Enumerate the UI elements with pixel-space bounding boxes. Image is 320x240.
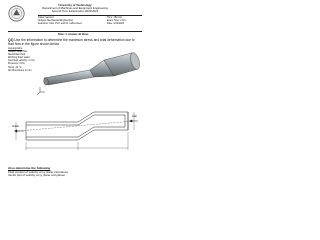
also-item: Vector plot of velocity at xy plane mid planes — [8, 173, 65, 177]
also-item: Fluid contour of velocity at xy plane mid planes — [8, 169, 68, 174]
question-body: Use the information to determine the maximum stress and total deformation due to fluid flow in the figure shown below. — [8, 38, 135, 46]
assumptions-block — [8, 47, 35, 72]
meta-left-3: Examiner: Asst. Prof. and Dr. Lafta Azeez — [38, 21, 82, 25]
university-logo — [8, 5, 25, 22]
assumption-item: All dimensions in mm — [8, 68, 32, 72]
assumption-item: Inlet fluid velocity: 1 m/s — [8, 59, 35, 63]
pipe-3d-drawing — [34, 44, 144, 98]
question-number: Q1) — [8, 38, 14, 42]
exam-meta-right — [107, 17, 126, 25]
assumption-item: Steady state flow — [8, 50, 28, 54]
assumption-item: Temp: 22 °C — [8, 65, 22, 69]
header-divider — [38, 15, 142, 16]
assumption-item: Newtonian fluid — [8, 53, 26, 57]
meta-left-1: Class: Second — [38, 16, 54, 19]
exam-header — [25, 4, 125, 14]
exam-title: Second Term Examination 2022/2023 — [51, 9, 99, 14]
assumption-item: Working fluid: water — [8, 56, 30, 60]
assumption-item: Pressure: 0 Pa — [8, 62, 25, 66]
department-name: Department of Machines and Equipment Engineering — [42, 6, 108, 11]
exam-note: Note: 1. Answer all ideas — [58, 33, 89, 36]
meta-left-2: Subject: Mechanical Engineering — [38, 18, 73, 22]
also-determine-title: Also determine the following — [8, 166, 51, 170]
inlet-label: Inlet — [132, 115, 137, 118]
assumptions-title: Assumptions — [8, 47, 23, 50]
meta-right-1: Time: 180 min — [107, 16, 123, 19]
meta-right-3: Date: 4/12/2023 — [107, 21, 125, 25]
university-name: University of Technology — [58, 3, 92, 7]
outlet-label: Outlet — [12, 125, 19, 128]
section-divider — [8, 31, 142, 32]
meta-right-2: Exam Time: 2 hrs — [107, 18, 126, 22]
exam-meta-left — [38, 17, 82, 25]
also-determine-block — [8, 167, 68, 177]
pipe-section-drawing — [8, 100, 142, 162]
